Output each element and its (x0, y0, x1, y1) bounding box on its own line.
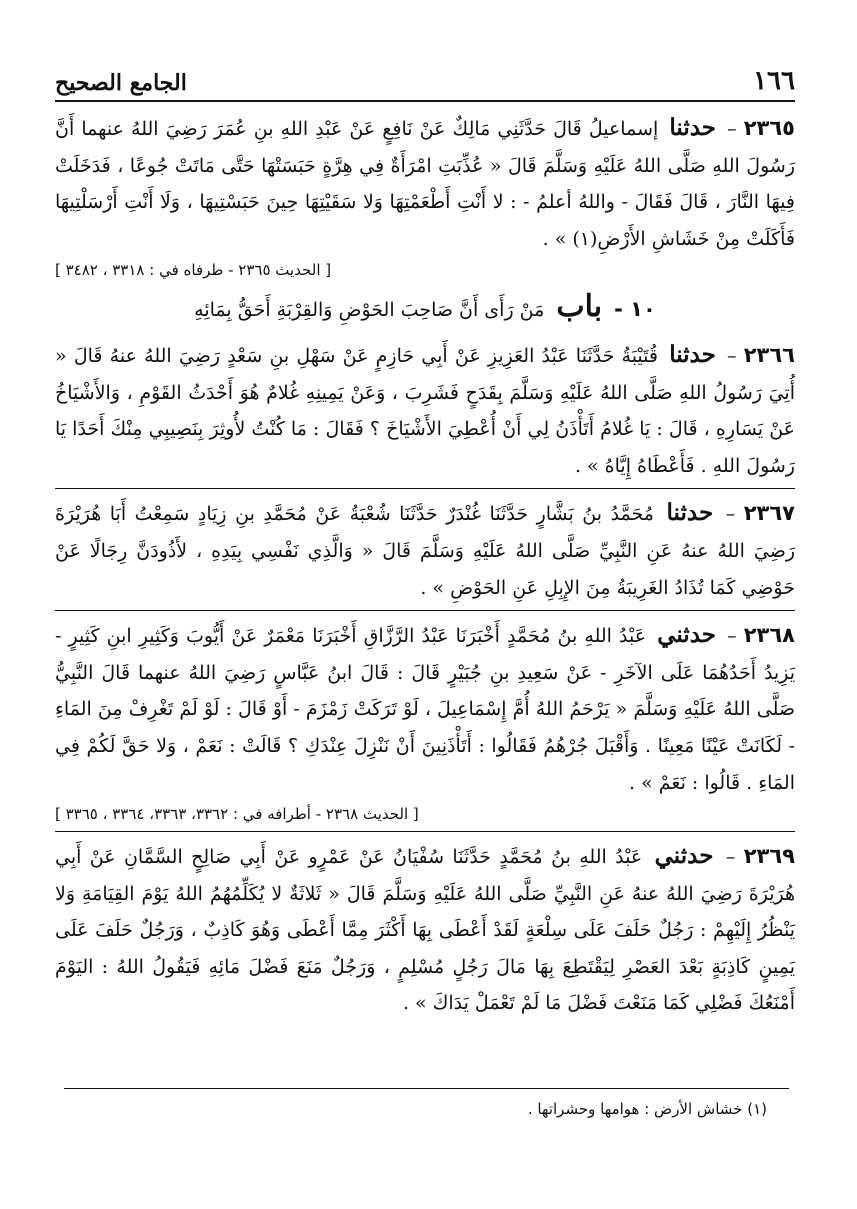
hadith-text: عَبْدُ اللهِ بنُ مُحَمَّدٍ حَدَّثَنَا سُفْيَانُ عَنْ عَمْرٍو عَنْ أَبِي صَالِحٍ السَّمَّانِ عَنْ أَبِي هُرَيْرَةَ رَضِيَ اللهُ عنهُ عَنِ النَّبِيِّ صَلَّى اللهُ عَلَيْهِ وَسَلَّمَ قَالَ « ثَلاثَةٌ لا يُكَلِّمُهُمُ اللهُ يَوْمَ القِيَامَةِ وَلا يَنْظُرُ إِلَيْهِمْ : رَجُلٌ حَلَفَ عَلَى سِلْعَةٍ لَقَدْ أَعْطَى بِهَا أَكْثَرَ مِمَّا أَعْطَى وَهُوَ كَاذِبٌ ، وَرَجُلٌ حَلَفَ عَلَى يَمِينٍ كَاذِبَةٍ بَعْدَ العَصْرِ لِيَقْتَطِعَ بِهَا مَالَ رَجُلٍ مُسْلِمٍ ، وَرَجُلٌ مَنَعَ فَضْلَ مَائِهِ فَيَقُولُ اللهُ : اليَوْمَ أَمْنَعُكَ فَضْلِي كَمَا مَنَعْتَ فَضْلَ مَا لَمْ تَعْمَلْ يَدَاكَ » . (55, 846, 795, 1015)
hadith-number: ٢٣٦٧ (743, 501, 795, 526)
hadith-2367 (55, 488, 795, 606)
hadith-2365 (55, 110, 795, 257)
dash: – (725, 503, 736, 526)
hadith-references: [ الحديث ٢٣٦٥ - طرفاه في : ٣٣١٨ ، ٣٤٨٢ ] (55, 261, 332, 280)
hadith-text: مُحَمَّدُ بنُ بَشَّارٍ حَدَّثَنَا غُنْدَرٌ حَدَّثَنَا شُعْبَةُ عَنْ مُحَمَّدِ بنِ زِيَادٍ سَمِعْتُ أَبَا هُرَيْرَةَ رَضِيَ اللهُ عنهُ عَنِ النَّبِيِّ صَلَّى اللهُ عَلَيْهِ وَسَلَّمَ قَالَ « وَالَّذِي نَفْسِي بِيَدِهِ ، لأَذُودَنَّ رِجَالًا عَنْ حَوْضِي كَمَا تُذَادُ الغَرِيبَةُ مِنَ الإِبِلِ عَنِ الحَوْضِ » . (55, 503, 795, 599)
hadith-2369 (55, 831, 795, 1022)
hadith-keyword: حدثنا (669, 340, 716, 368)
hadith-number: ٢٣٦٥ (743, 116, 795, 140)
page-number: ١٦٦ (753, 66, 795, 96)
hadith-keyword: حدثني (654, 842, 714, 870)
hadith-keyword: حدثنا (666, 499, 714, 527)
hadith-2368 (55, 610, 795, 801)
footnote-divider (64, 1088, 789, 1089)
hadith-number: ٢٣٦٦ (743, 342, 796, 367)
hadith-text: إسماعيلُ قَالَ حَدَّثَنِي مَالِكٌ عَنْ نَافِعٍ عَنْ عَبْدِ اللهِ بنِ عُمَرَ رَضِيَ اللهُ عنهما أَنَّ رَسُولَ اللهِ صَلَّى اللهُ عَلَيْهِ وَسَلَّمَ قَالَ « عُذِّبَتِ امْرَأَةٌ فِي هِرَّةٍ حَبَسَتْهَا حَتَّى مَاتَتْ جُوعًا ، فَدَخَلَتْ فِيهَا النَّارَ ، قَالَ فَقَالَ - واللهُ أعلمُ - : لا أَنْتِ أَطْعَمْتِهَا وَلا سَقَيْتِهَا حِينَ حَبَسْتِيهَا ، وَلَا أَنْتِ أَرْسَلْتِيهَا فَأَكَلَتْ مِنْ خَشَاشِ الأَرْضِ(١) » . (55, 118, 795, 250)
chapter-number: ١٠ - (614, 297, 656, 322)
hadith-keyword: حدثنا (669, 114, 717, 141)
hadith-number: ٢٣٦٩ (743, 844, 795, 869)
hadith-keyword: حدثني (657, 621, 716, 649)
dash: – (725, 846, 736, 869)
chapter-label: باب (556, 289, 603, 325)
dash: – (727, 344, 737, 367)
footnote: (١) خشاش الأرض : هوامها وحشراتها . (527, 1100, 767, 1118)
running-title: الجامع الصحيح (55, 70, 187, 96)
chapter-heading (55, 289, 795, 329)
hadith-number: ٢٣٦٨ (743, 623, 795, 648)
hadith-2366 (55, 337, 795, 484)
dash: – (727, 625, 737, 648)
page-content (55, 110, 795, 1022)
page-header (55, 56, 795, 102)
hadith-text: عَبْدُ اللهِ بنُ مُحَمَّدٍ أَخْبَرَنَا عَبْدُ الرَّزَّاقِ أَخْبَرَنَا مَعْمَرٌ عَنْ أَيُّوبَ وَكَثِيرِ ابنِ كَثِيرٍ - يَزِيدُ أَحَدُهُمَا عَلَى الآخَرِ - عَنْ سَعِيدِ بنِ جُبَيْرٍ قَالَ : قَالَ ابنُ عَبَّاسٍ رَضِيَ اللهُ عنهما قَالَ النَّبِيُّ صَلَّى اللهُ عَلَيْهِ وَسَلَّمَ « يَرْحَمُ اللهُ أُمَّ إِسْمَاعِيلَ ، لَوْ تَرَكَتْ زَمْزَمَ - أَوْ قَالَ : لَوْ لَمْ تَغْرِفْ مِنَ المَاءِ - لَكَانَتْ عَيْنًا مَعِينًا . وَأَقْبَلَ جُرْهُمُ فَقَالُوا : أَتَأْذَنِينَ أَنْ نَنْزِلَ عِنْدَكِ ؟ قَالَتْ : نَعَمْ ، وَلا حَقَّ لَكُمْ فِي المَاءِ . قَالُوا : نَعَمْ » . (55, 625, 795, 794)
dash: – (727, 118, 737, 140)
chapter-title: مَنْ رَأَى أَنَّ صَاحِبَ الحَوْضِ وَالقِرْبَةِ أَحَقُّ بِمَائِهِ (194, 299, 545, 322)
hadith-text: قُتَيْبَةُ حَدَّثَنَا عَبْدُ العَزِيزِ عَنْ أَبِي حَازِمٍ عَنْ سَهْلِ بنِ سَعْدٍ رَضِيَ اللهُ عنهُ قَالَ « أُتِيَ رَسُولُ اللهِ صَلَّى اللهُ عَلَيْهِ وَسَلَّمَ بِقَدَحٍ فَشَرِبَ ، وَعَنْ يَمِينِهِ غُلامٌ هُوَ أَحْدَثُ القَوْمِ ، وَالأَشْيَاخُ عَنْ يَسَارِهِ ، قَالَ : يَا غُلامُ أَتَأْذَنُ لِي أَنْ أُعْطِيَ الأَشْيَاخَ ؟ فَقَالَ : مَا كُنْتُ لأُوثِرَ بِنَصِيبِي مِنْكَ أَحَدًا يَا رَسُولَ اللهِ . فَأَعْطَاهُ إِيَّاهُ » . (55, 344, 795, 477)
hadith-references: [ الحديث ٢٣٦٨ - أطرافه في : ٣٣٦٢، ٣٣٦٣، ٣٣٦٤ ، ٣٣٦٥ ] (55, 805, 419, 824)
